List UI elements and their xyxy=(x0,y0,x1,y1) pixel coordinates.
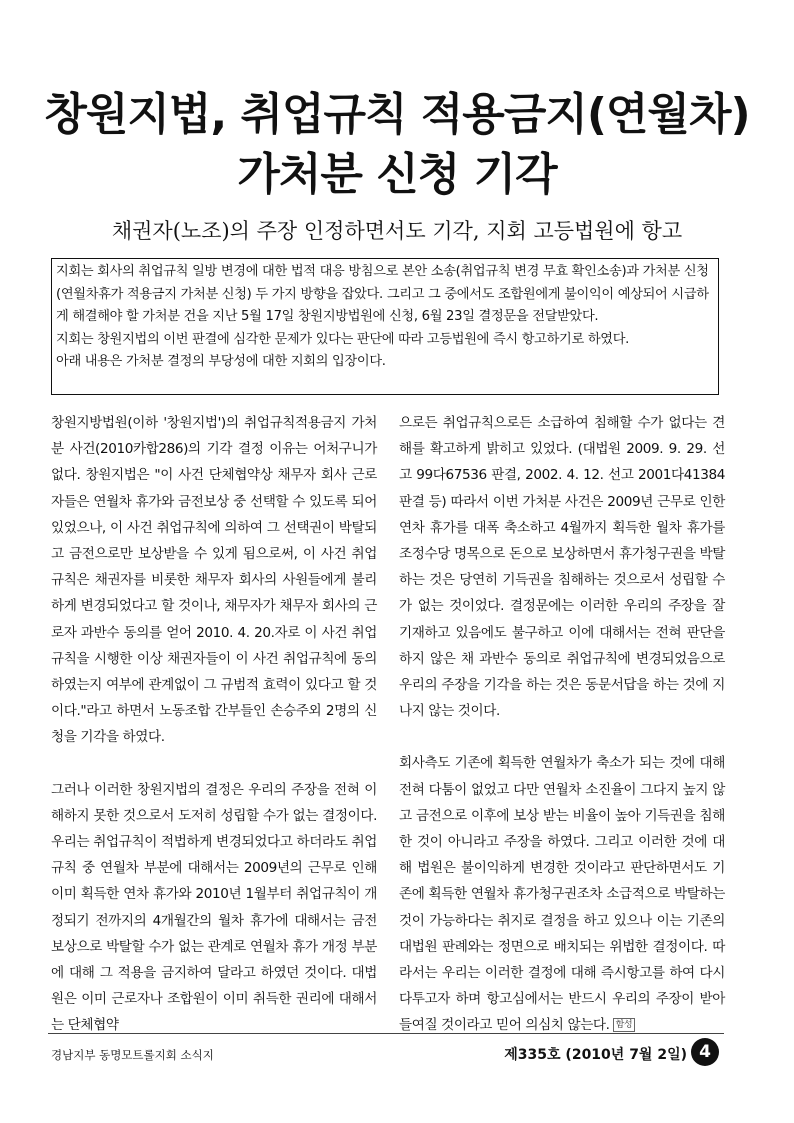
newsletter-name: 경남지부 동명모트롤지회 소식지 xyxy=(51,1048,214,1062)
body-paragraph: 으로든 취업규칙으로든 소급하여 침해할 수가 없다는 견해를 확고하게 밝히고 있었다. (대법원 2009. 9. 29. 선고 99다67536 판결, 2002. 4. 12. 선고 2001다41384 판결 등) 따라서 이번 가처분 사건은 2009년 근무로 인한 연차 휴가를 대폭 축소하고 4월까지 획득한 월차 휴가를 조정수당 명목으로 돈으로 보상하면서 휴가청구권을 박탈하는 것은 당연히 기득권을 침해하는 것으로서 성립할 수가 없는 것이었다. 결정문에는 이러한 우리의 주장을 잘 기재하고 있음에도 불구하고 이에 대해서는 전혀 판단을 하지 않은 채 과반수 동의로 취업규칙에 변경되었음으로 우리의 주장을 기각을 하는 것은 동문서답을 하는 것에 지나지 않는 것이다. xyxy=(399,415,725,720)
paragraph-gap xyxy=(399,724,725,750)
summary-box xyxy=(51,258,719,395)
body-paragraph: 창원지방법원(이하 '창원지법')의 취업규칙적용금지 가처분 사건(2010카합286)의 기각 결정 이유는 어처구니가 없다. 창원지법은 "이 사건 단체협약상 채무자 회사 근로자들은 연월차 휴가와 금전보상 중 선택할 수 있도록 되어 있었으나, 이 사건 취업규칙에 의하여 그 선택권이 박탈되고 금전으로만 보상받을 수 있게 됨으로써, 이 사건 취업규칙은 채권자를 비롯한 채무자 회사의 사원들에게 불리하게 변경되었다고 할 것이나, 채무자가 채무자 회사의 근로자 과반수 동의를 얻어 2010. 4. 20.자로 이 사건 취업규칙을 시행한 이상 채권자들이 이 사건 취업규칙에 동의하였는지 여부에 관계없이 그 규범적 효력이 있다고 할 것이다."라고 하면서 노동조합 간부들인 손승주외 2명의 신청을 기각을 하였다. xyxy=(51,415,377,746)
page-number: 4 xyxy=(691,1038,719,1066)
body-paragraph-text: 회사측도 기존에 획득한 연월차가 축소가 되는 것에 대해 전혀 다툼이 없었고 다만 연월차 소진율이 그다지 높지 않고 금전으로 이후에 보상 받는 비율이 높아 기득권을 침해한 것이 아니라고 주장을 하였다. 그리고 이러한 것에 대해 법원은 불이익하게 변경한 것이라고 판단하면서도 기존에 획득한 연월차 휴가청구권조차 소급적으로 박탈하는 것이 가능하다는 취지로 결정을 하고 있으나 이는 기존의 대법원 판례와는 정면으로 배치되는 위법한 결정이다. 따라서는 우리는 이러한 결정에 대해 즉시항고를 하여 다시 다투고자 하며 항고심에서는 반드시 우리의 주장이 받아들여질 것이라고 믿어 의심치 않는다. xyxy=(399,755,725,1034)
body-column-right xyxy=(399,410,725,1039)
subheadline: 채권자(노조)의 주장 인정하면서도 기각, 지회 고등법원에 항고 xyxy=(111,219,683,243)
summary-paragraph: 아래 내용은 가처분 결정의 부당성에 대한 지회의 입장이다. xyxy=(56,354,386,369)
end-mark: 함성 xyxy=(613,1018,636,1032)
body-paragraph xyxy=(399,750,725,1038)
body-paragraph: 그러나 이러한 창원지법의 결정은 우리의 주장을 전혀 이해하지 못한 것으로서 도저히 성립할 수가 없는 결정이다. 우리는 취업규칙이 적법하게 변경되었다고 하더라도 취업규칙 중 연월차 부분에 대해서는 2009년의 근무로 인해 이미 획득한 연차 휴가와 2010년 1월부터 취업규칙이 개정되기 전까지의 4개월간의 월차 휴가에 대해서는 금전 보상으로 박탈할 수가 없는 관계로 연월차 휴가 개정 부분에 대해 그 적용을 금지하여 달라고 하였던 것이다. 대법원은 이미 근로자나 조합원이 이미 취득한 권리에 대해서는 단체협약 xyxy=(51,781,377,1034)
headline-line-2: 가처분 신청 기각 xyxy=(237,149,557,200)
footer-divider xyxy=(48,1033,724,1034)
body-column-left xyxy=(51,410,377,1039)
issue-info: 제335호 (2010년 7월 2일) xyxy=(504,1047,687,1063)
paragraph-gap xyxy=(51,751,377,777)
headline-line-1: 창원지법, 취업규칙 적용금지(연월차) xyxy=(44,89,750,140)
summary-paragraph: 지회는 창원지법의 이번 판결에 심각한 문제가 있다는 판단에 따라 고등법원에 즉시 항고하기로 하였다. xyxy=(56,331,630,347)
summary-paragraph: 지회는 회사의 취업규칙 일방 변경에 대한 법적 대응 방침으로 본안 소송(취업규칙 변경 무효 확인소송)과 가처분 신청(연월차휴가 적용금지 가처분 신청) 두 가지 방향을 잡았다. 그리고 그 중에서도 조합원에게 불이익이 예상되어 시급하게 해결해야 할 가처분 건을 지난 5월 17일 창원지방법원에 신청, 6월 23일 결정문을 전달받았다. xyxy=(56,264,709,324)
